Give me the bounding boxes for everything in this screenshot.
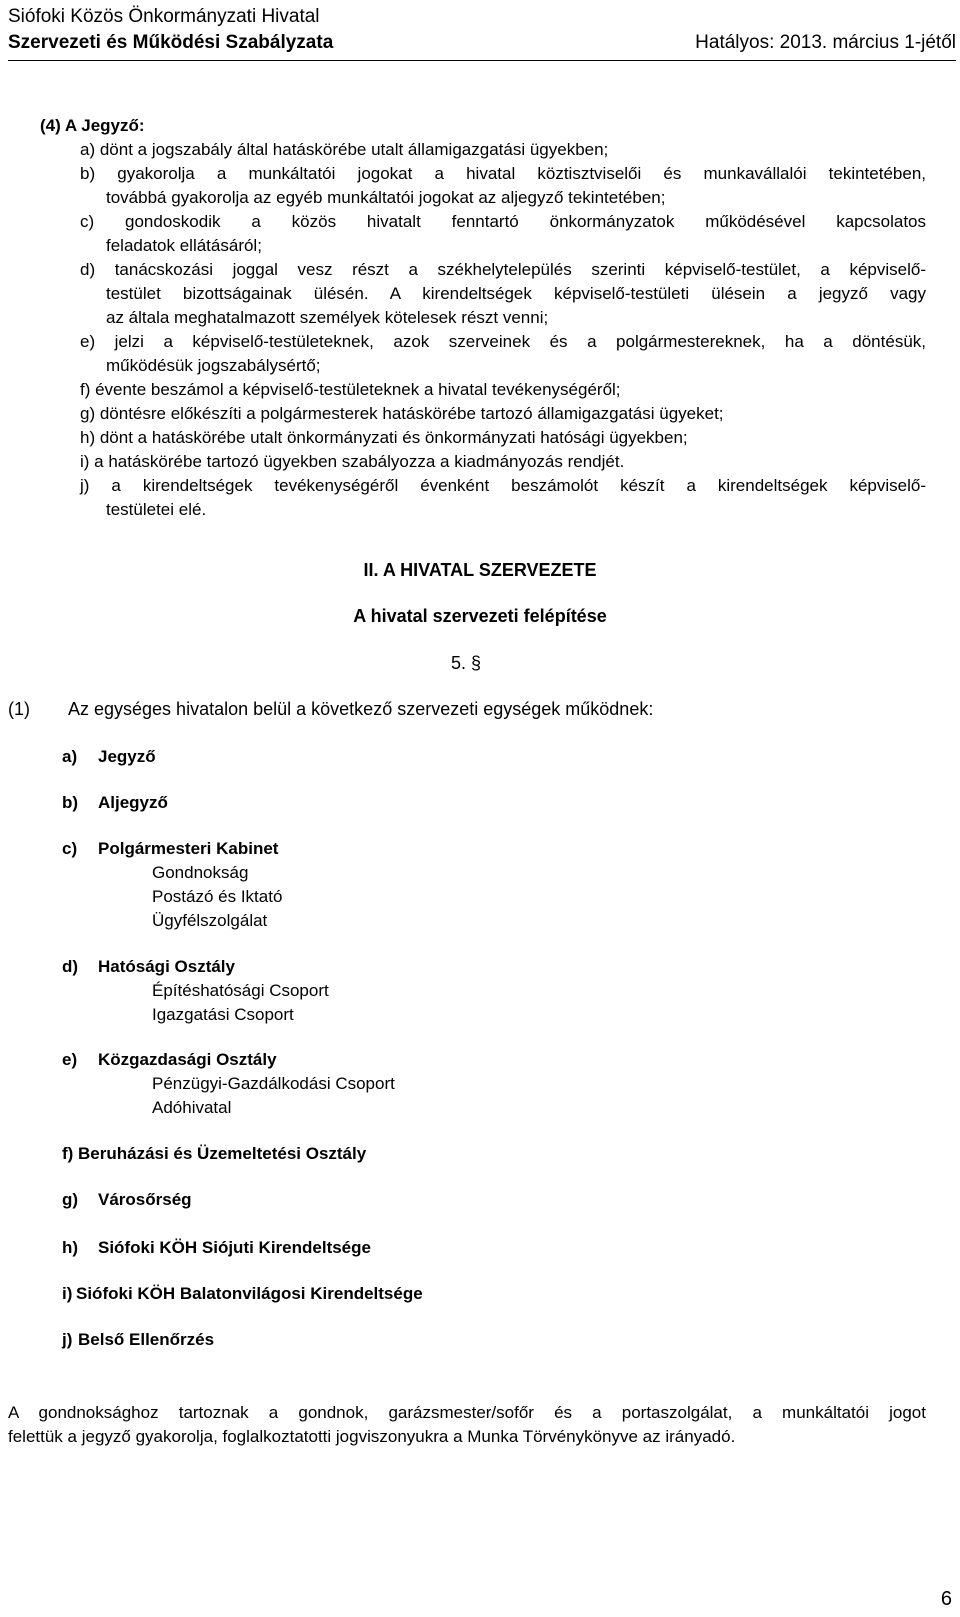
- section-title: II. A HIVATAL SZERVEZETE: [363, 560, 597, 580]
- jegyzo-item-g: g) döntésre előkészíti a polgármesterek hatáskörébe tartozó államigazgatási ügyeket;: [80, 404, 724, 423]
- unit-letter: h): [62, 1238, 79, 1257]
- page-number: 6: [940, 1588, 952, 1610]
- jegyzo-item-d-cont1: testület bizottságainak ülésén. A kirendeltségek képviselő-testületi ülésein a jegyző vagy: [106, 284, 926, 303]
- unit-hatosagi-osztaly: Hatósági Osztály: [98, 957, 235, 976]
- sub-unit: Adóhivatal: [152, 1098, 232, 1117]
- unit-beruhazasi-osztaly: Beruházási és Üzemeltetési Osztály: [78, 1144, 367, 1163]
- unit-letter: j): [62, 1330, 73, 1349]
- unit-varosorseg: Városőrség: [98, 1190, 192, 1209]
- header-effective-date: Hatályos: 2013. március 1-jétől: [695, 32, 956, 53]
- jegyzo-item-c-cont: feladatok ellátásáról;: [106, 236, 262, 255]
- paragraph-mark: 5. §: [451, 653, 482, 673]
- page-header: [8, 4, 956, 61]
- header-organization: Siófoki Közös Önkormányzati Hivatal: [8, 6, 320, 27]
- unit-belso-ellenorzes: Belső Ellenőrzés: [78, 1330, 215, 1349]
- jegyzo-item-a: a) dönt a jogszabály által hatáskörébe utalt államigazgatási ügyekben;: [80, 140, 609, 159]
- unit-polgarmesteri-kabinet: Polgármesteri Kabinet: [98, 839, 279, 858]
- unit-aljegyzo: Aljegyző: [98, 793, 168, 812]
- unit-letter: c): [62, 839, 78, 858]
- jegyzo-item-d: d) tanácskozási joggal vesz részt a székhelytelepülés szerinti képviselő-testület, a képviselő-: [80, 260, 926, 279]
- unit-letter: e): [62, 1050, 78, 1069]
- section-subtitle: A hivatal szervezeti felépítése: [353, 606, 607, 626]
- jegyzo-item-h: h) dönt a hatáskörébe utalt önkormányzati és önkormányzati hatósági ügyekben;: [80, 428, 688, 447]
- sub-unit: Ügyfélszolgálat: [152, 911, 268, 930]
- jegyzo-item-j: j) a kirendeltségek tevékenységéről évenként beszámolót készít a kirendeltségek képviselő-: [80, 476, 926, 495]
- jegyzo-item-b-cont: továbbá gyakorolja az egyéb munkáltatói jogokat az aljegyző tekintetében;: [106, 188, 666, 207]
- jegyzo-item-i: i) a hatáskörébe tartozó ügyekben szabályozza a kiadmányozás rendjét.: [80, 452, 625, 471]
- jegyzo-heading: (4) A Jegyző:: [40, 116, 145, 135]
- header-document-title: Szervezeti és Működési Szabályzata: [8, 32, 334, 53]
- jegyzo-item-b: b) gyakorolja a munkáltatói jogokat a hivatal köztisztviselői és munkavállalói tekintetében,: [80, 164, 926, 183]
- units-intro-number: (1): [8, 699, 30, 719]
- sub-unit: Postázó és Iktató: [152, 887, 283, 906]
- unit-letter: d): [62, 957, 79, 976]
- jegyzo-item-j-cont: testületei elé.: [106, 500, 207, 519]
- unit-letter: g): [62, 1190, 79, 1209]
- unit-balatonvilagosi-kirendeltseg: Siófoki KÖH Balatonvilágosi Kirendeltsége: [76, 1284, 423, 1303]
- jegyzo-item-e-cont: működésük jogszabálysértő;: [106, 356, 321, 375]
- unit-letter: b): [62, 793, 79, 812]
- sub-unit: Igazgatási Csoport: [152, 1005, 294, 1024]
- unit-letter: a): [62, 747, 78, 766]
- units-intro-text: Az egységes hivatalon belül a következő szervezeti egységek működnek:: [68, 699, 654, 719]
- unit-siojuti-kirendeltseg: Siófoki KÖH Siójuti Kirendeltsége: [98, 1238, 371, 1257]
- sub-unit: Gondnokság: [152, 863, 249, 882]
- sub-unit: Építéshatósági Csoport: [152, 981, 329, 1000]
- sub-unit: Pénzügyi-Gazdálkodási Csoport: [152, 1074, 395, 1093]
- jegyzo-item-e: e) jelzi a képviselő-testületeknek, azok szerveinek és a polgármestereknek, ha a döntésük,: [80, 332, 926, 351]
- jegyzo-item-f: f) évente beszámol a képviselő-testületeknek a hivatal tevékenységéről;: [80, 380, 621, 399]
- unit-jegyzo: Jegyző: [98, 747, 156, 766]
- jegyzo-item-c: c) gondoskodik a közös hivatalt fenntartó önkormányzatok működésével kapcsolatos: [80, 212, 926, 231]
- closing-line-2: felettük a jegyző gyakorolja, foglalkoztatotti jogviszonyukra a Munka Törvénykönyve az irányadó.: [8, 1427, 736, 1446]
- jegyzo-item-d-cont2: az általa meghatalmazott személyek kötelesek részt venni;: [106, 308, 549, 327]
- closing-line-1: A gondnoksághoz tartoznak a gondnok, garázsmester/sofőr és a portaszolgálat, a munkáltatói jogot: [8, 1403, 926, 1422]
- unit-kozgazdasagi-osztaly: Közgazdasági Osztály: [98, 1050, 277, 1069]
- unit-letter: i): [62, 1284, 73, 1303]
- unit-letter: f): [62, 1144, 74, 1163]
